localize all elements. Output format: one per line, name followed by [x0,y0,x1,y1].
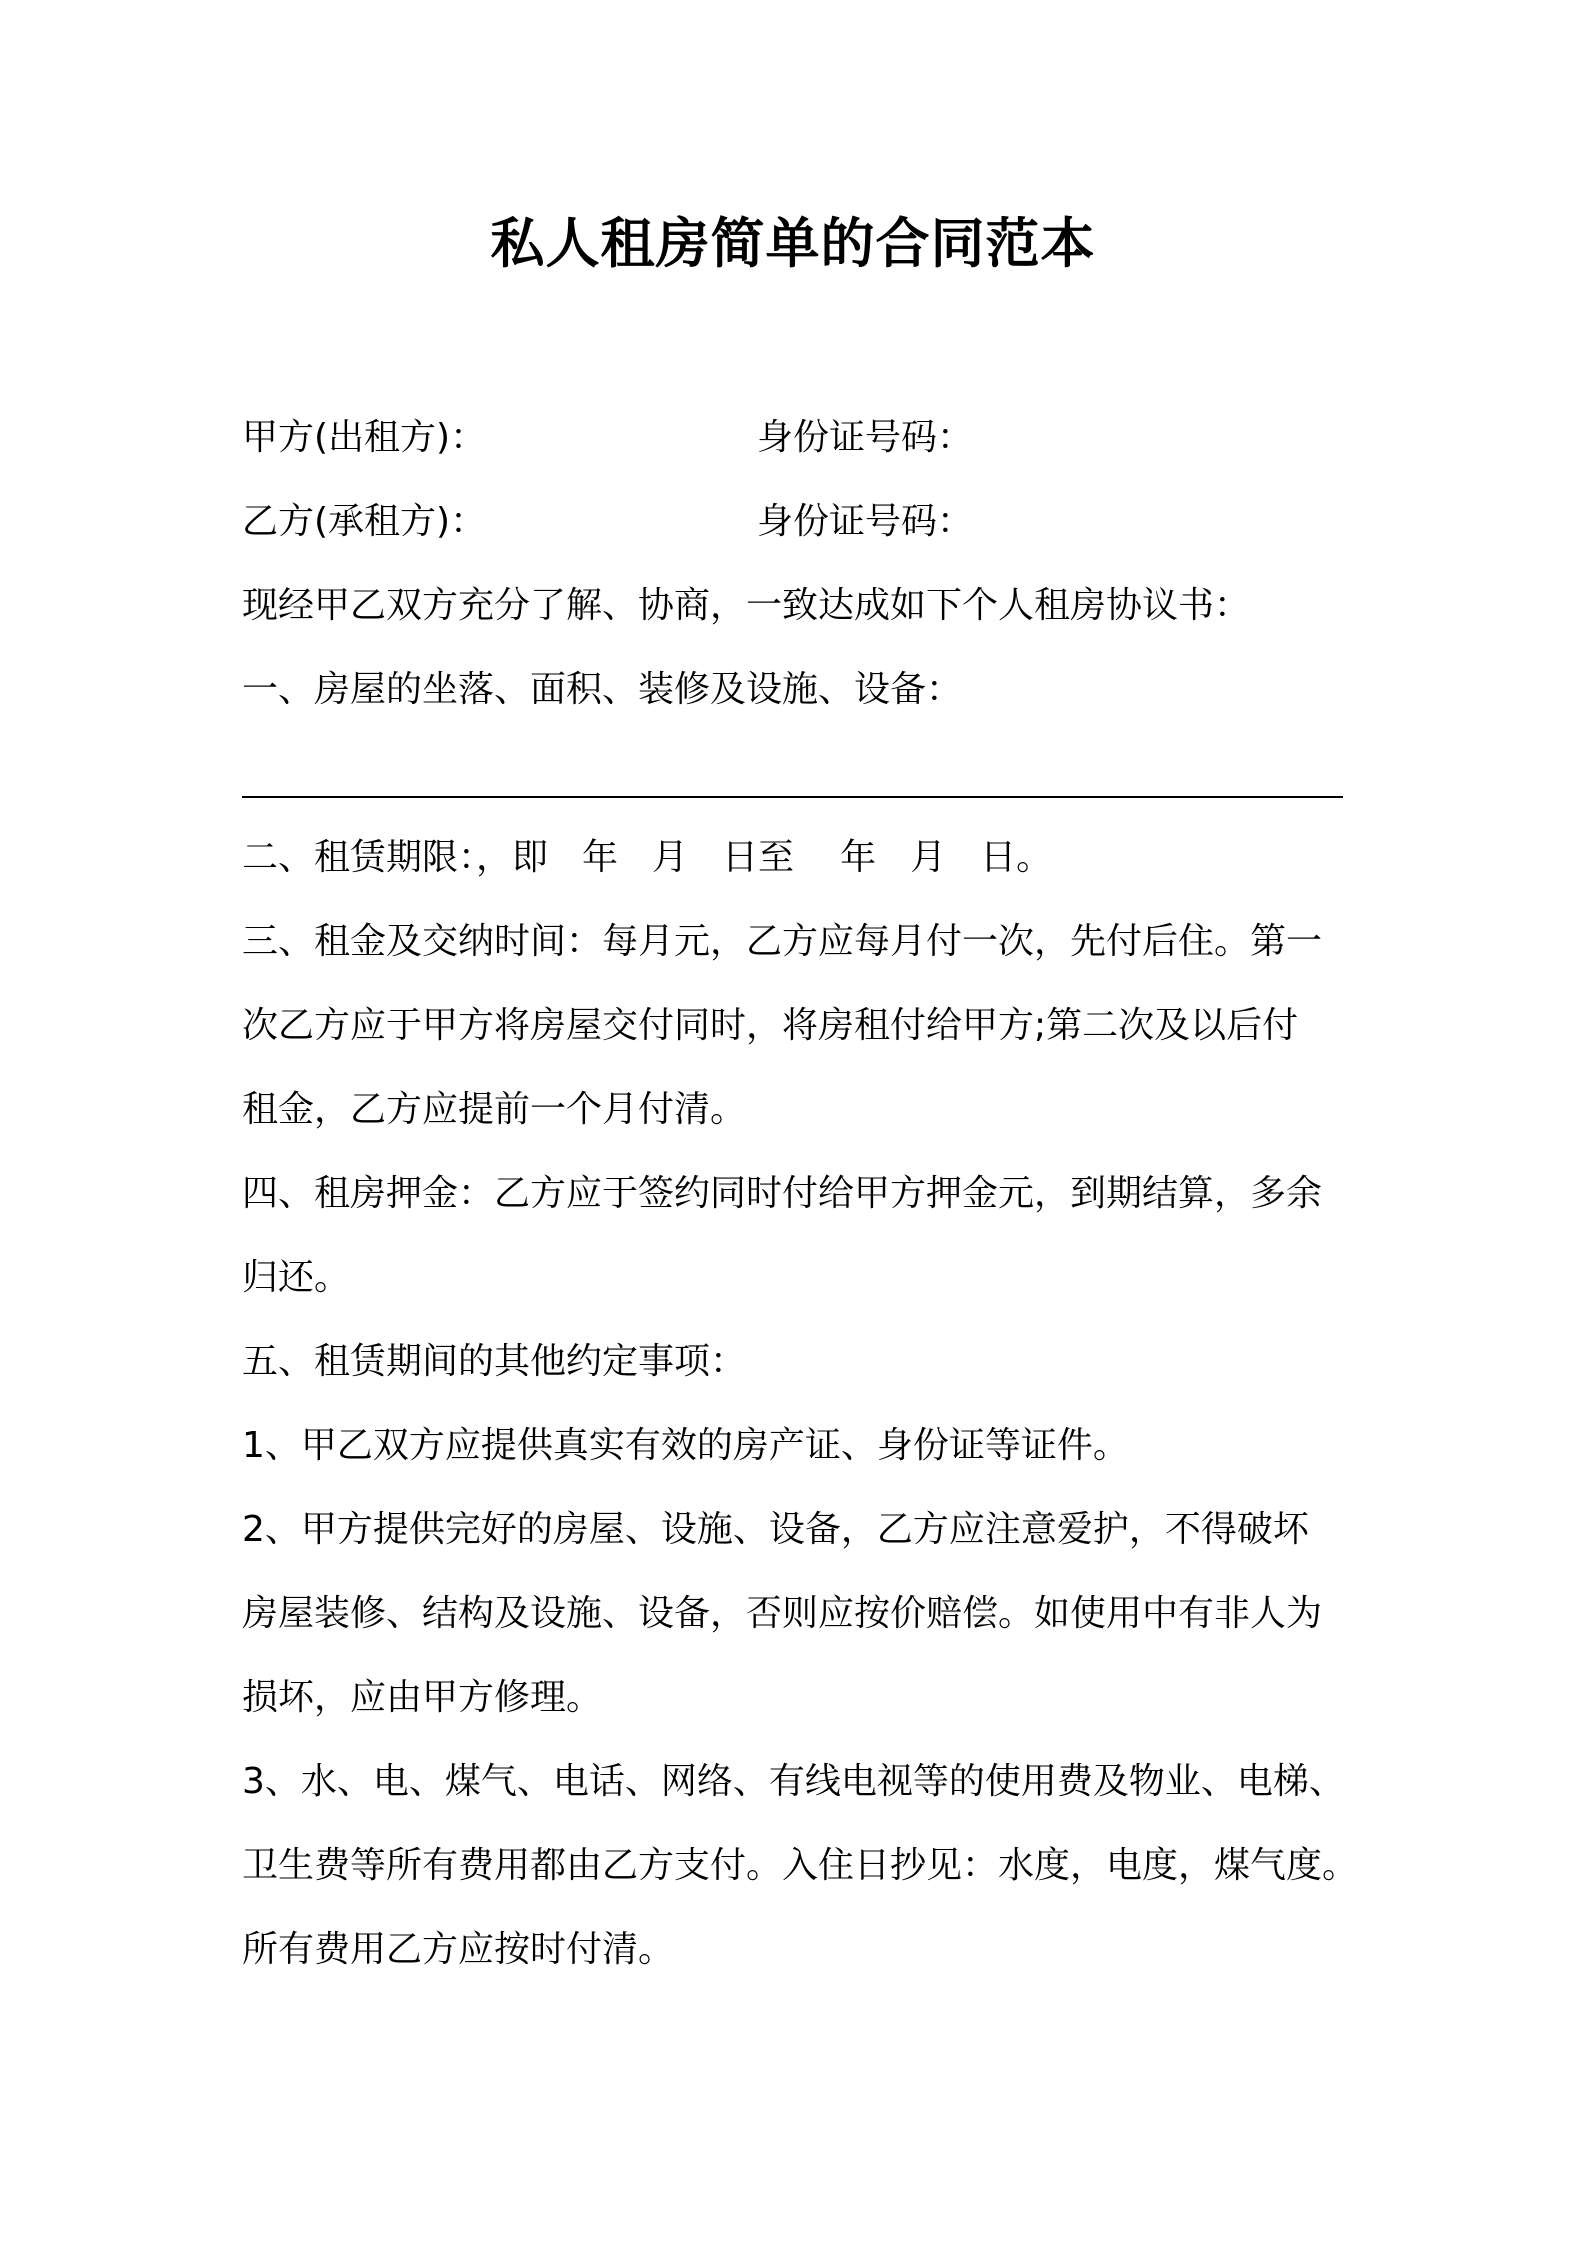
intro-paragraph: 现经甲乙双方充分了解、协商，一致达成如下个人租房协议书： [242,585,1251,626]
lease-end-month: 月 [910,837,947,878]
party-b-label: 乙方(承租方)： [242,501,487,542]
section-4-line: 归还。 [242,1257,351,1298]
lease-start-month: 月 [652,837,689,878]
section-4-line: 四、租房押金：乙方应于签约同时付给甲方押金元，到期结算，多余 [242,1173,1323,1214]
lease-end-day: 日。 [980,837,1053,878]
section-2-lease-term [242,835,1052,881]
item-3-line: 3、水、电、煤气、电话、网络、有线电视等的使用费及物业、电梯、 [242,1761,1345,1802]
lease-end-year: 年 [840,837,877,878]
lease-start-day: 日至 [722,837,795,878]
section-3-line: 次乙方应于甲方将房屋交付同时，将房租付给甲方;第二次及以后付 [242,1005,1299,1046]
lease-start-year: 年 [582,837,619,878]
lease-term-label: 二、租赁期限：，即 [242,837,549,878]
fill-in-blank-line [242,796,1343,798]
item-2-line: 房屋装修、结构及设施、设备，否则应按价赔偿。如使用中有非人为 [242,1593,1323,1634]
section-1-heading: 一、房屋的坐落、面积、装修及设施、设备： [242,669,963,710]
party-a-id-label: 身份证号码： [757,417,974,458]
section-5-heading: 五、租赁期间的其他约定事项： [242,1341,747,1382]
party-b-id-label: 身份证号码： [757,501,974,542]
item-2-line: 2、甲方提供完好的房屋、设施、设备，乙方应注意爱护，不得破坏 [242,1509,1309,1550]
item-2-line: 损坏，应由甲方修理。 [242,1677,603,1718]
item-3-line: 所有费用乙方应按时付清。 [242,1929,675,1970]
document-title: 私人租房简单的合同范本 [490,212,1096,275]
section-3-line: 租金，乙方应提前一个月付清。 [242,1089,747,1130]
section-3-line: 三、租金及交纳时间：每月元，乙方应每月付一次，先付后住。第一 [242,921,1323,962]
party-a-label: 甲方(出租方)： [242,417,487,458]
item-1: 1、甲乙双方应提供真实有效的房产证、身份证等证件。 [242,1425,1129,1466]
item-3-line: 卫生费等所有费用都由乙方支付。入住日抄见：水度，电度，煤气度。 [242,1845,1359,1886]
